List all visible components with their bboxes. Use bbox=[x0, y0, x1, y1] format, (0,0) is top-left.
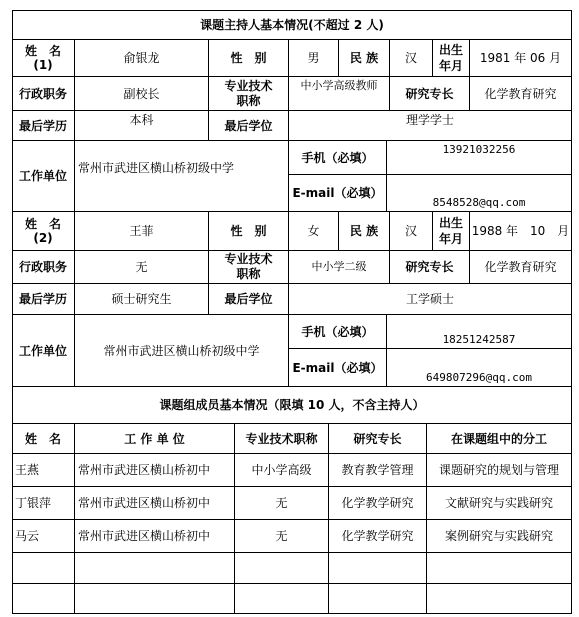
host1-edu: 本科 bbox=[129, 113, 154, 127]
host2-phone: 18251242587 bbox=[442, 333, 516, 346]
host1-birth: 1981 年 06 月 bbox=[479, 51, 562, 65]
member-name bbox=[12, 553, 74, 583]
host1-phone: 13921032256 bbox=[442, 143, 516, 156]
member-title: 中小学高级 bbox=[251, 463, 312, 477]
host2-title: 中小学二级 bbox=[311, 260, 367, 273]
members-header-research: 研究专长 bbox=[353, 431, 402, 446]
host2-birth-label: 出生年月 bbox=[438, 216, 463, 246]
host1-email: 8548528@qq.com bbox=[432, 196, 526, 209]
member-name bbox=[12, 584, 74, 613]
member-title bbox=[235, 584, 328, 613]
host2-admin-label: 行政职务 bbox=[18, 260, 67, 274]
member-research: 化学教学研究 bbox=[341, 496, 414, 510]
host1-work: 常州市武进区横山桥初级中学 bbox=[78, 161, 235, 175]
host2-phone-label: 手机（必填） bbox=[301, 324, 374, 339]
host2-work-label: 工作单位 bbox=[18, 343, 67, 358]
host-info-form bbox=[12, 10, 572, 614]
member-research bbox=[329, 584, 426, 613]
rule bbox=[12, 613, 572, 614]
host1-admin-label: 行政职务 bbox=[18, 86, 67, 101]
host2-name-label-text: 姓 名 bbox=[24, 217, 61, 231]
host2-index: (2) bbox=[33, 231, 53, 245]
host1-research: 化学教育研究 bbox=[484, 86, 557, 101]
member-name: 马云 bbox=[15, 529, 40, 543]
host2-research-label: 研究专长 bbox=[405, 260, 454, 274]
member-role bbox=[427, 584, 571, 613]
host2-birth: 1988 年 10 月 bbox=[471, 224, 570, 238]
member-role: 文献研究与实践研究 bbox=[444, 496, 553, 510]
host2-gender-label: 性 别 bbox=[230, 224, 267, 238]
host1-degree: 理学学士 bbox=[405, 113, 454, 127]
members-header-unit: 工 作 单 位 bbox=[124, 431, 185, 446]
host2-edu-label: 最后学历 bbox=[18, 292, 67, 306]
members-header-title: 专业技术职称 bbox=[245, 431, 318, 446]
host1-work-label: 工作单位 bbox=[18, 169, 67, 183]
host2-name-label bbox=[12, 212, 74, 250]
host2-degree-label: 最后学位 bbox=[224, 292, 273, 306]
member-unit bbox=[75, 553, 234, 583]
host2-gender: 女 bbox=[307, 224, 320, 238]
member-role: 课题研究的规划与管理 bbox=[438, 463, 559, 477]
form-title: 课题主持人基本情况(不超过 2 人) bbox=[200, 18, 384, 32]
host2-edu: 硕士研究生 bbox=[111, 292, 172, 306]
host1-birth-label: 出生年月 bbox=[438, 43, 463, 73]
host1-gender-label: 性 别 bbox=[230, 51, 267, 65]
host2-email-label: E-mail（必填） bbox=[292, 360, 383, 375]
member-unit: 常州市武进区横山桥初中 bbox=[78, 496, 211, 510]
host2-name: 王菲 bbox=[129, 224, 154, 238]
host1-degree-label: 最后学位 bbox=[224, 118, 273, 133]
member-title: 无 bbox=[275, 529, 288, 543]
host2-research: 化学教育研究 bbox=[484, 260, 557, 274]
member-title bbox=[235, 553, 328, 583]
member-unit bbox=[75, 584, 234, 613]
member-role: 案例研究与实践研究 bbox=[444, 529, 553, 543]
host1-admin: 副校长 bbox=[123, 86, 160, 101]
member-title: 无 bbox=[275, 496, 288, 510]
member-name: 王燕 bbox=[15, 463, 40, 477]
host1-name-label-text: 姓 名 bbox=[24, 44, 61, 58]
host1-gender: 男 bbox=[307, 51, 320, 65]
host1-title-label: 专业技术职称 bbox=[224, 78, 273, 108]
host1-email-label: E-mail（必填） bbox=[292, 186, 383, 200]
member-research: 教育教学管理 bbox=[341, 463, 414, 477]
member-unit: 常州市武进区横山桥初中 bbox=[78, 463, 211, 477]
members-header-role: 在课题组中的分工 bbox=[450, 431, 547, 446]
member-role bbox=[427, 553, 571, 583]
host1-ethnicity: 汉 bbox=[404, 51, 417, 65]
host2-ethnicity: 汉 bbox=[404, 224, 417, 238]
host1-title: 中小学高级教师 bbox=[300, 79, 378, 92]
member-research: 化学教学研究 bbox=[341, 529, 414, 543]
host1-index: (1) bbox=[33, 58, 53, 72]
host2-admin: 无 bbox=[135, 260, 148, 274]
members-header-name: 姓 名 bbox=[24, 431, 61, 446]
host1-edu-label: 最后学历 bbox=[18, 118, 67, 133]
member-research bbox=[329, 553, 426, 583]
host2-ethnicity-label: 民 族 bbox=[349, 224, 379, 238]
host1-ethnicity-label: 民 族 bbox=[349, 51, 379, 65]
host1-research-label: 研究专长 bbox=[405, 86, 454, 101]
host1-name-label bbox=[12, 40, 74, 76]
host2-work: 常州市武进区横山桥初级中学 bbox=[103, 343, 260, 358]
member-name: 丁银萍 bbox=[15, 496, 52, 510]
rule bbox=[571, 10, 572, 614]
host1-name: 俞银龙 bbox=[123, 51, 160, 65]
host2-email: 649807296@qq.com bbox=[426, 371, 532, 384]
members-title: 课题组成员基本情况（限填 10 人，不含主持人） bbox=[159, 398, 425, 412]
host2-title-label: 专业技术职称 bbox=[224, 252, 273, 281]
member-unit: 常州市武进区横山桥初中 bbox=[78, 529, 211, 543]
host2-degree: 工学硕士 bbox=[405, 292, 454, 306]
host1-phone-label: 手机（必填） bbox=[301, 150, 374, 165]
